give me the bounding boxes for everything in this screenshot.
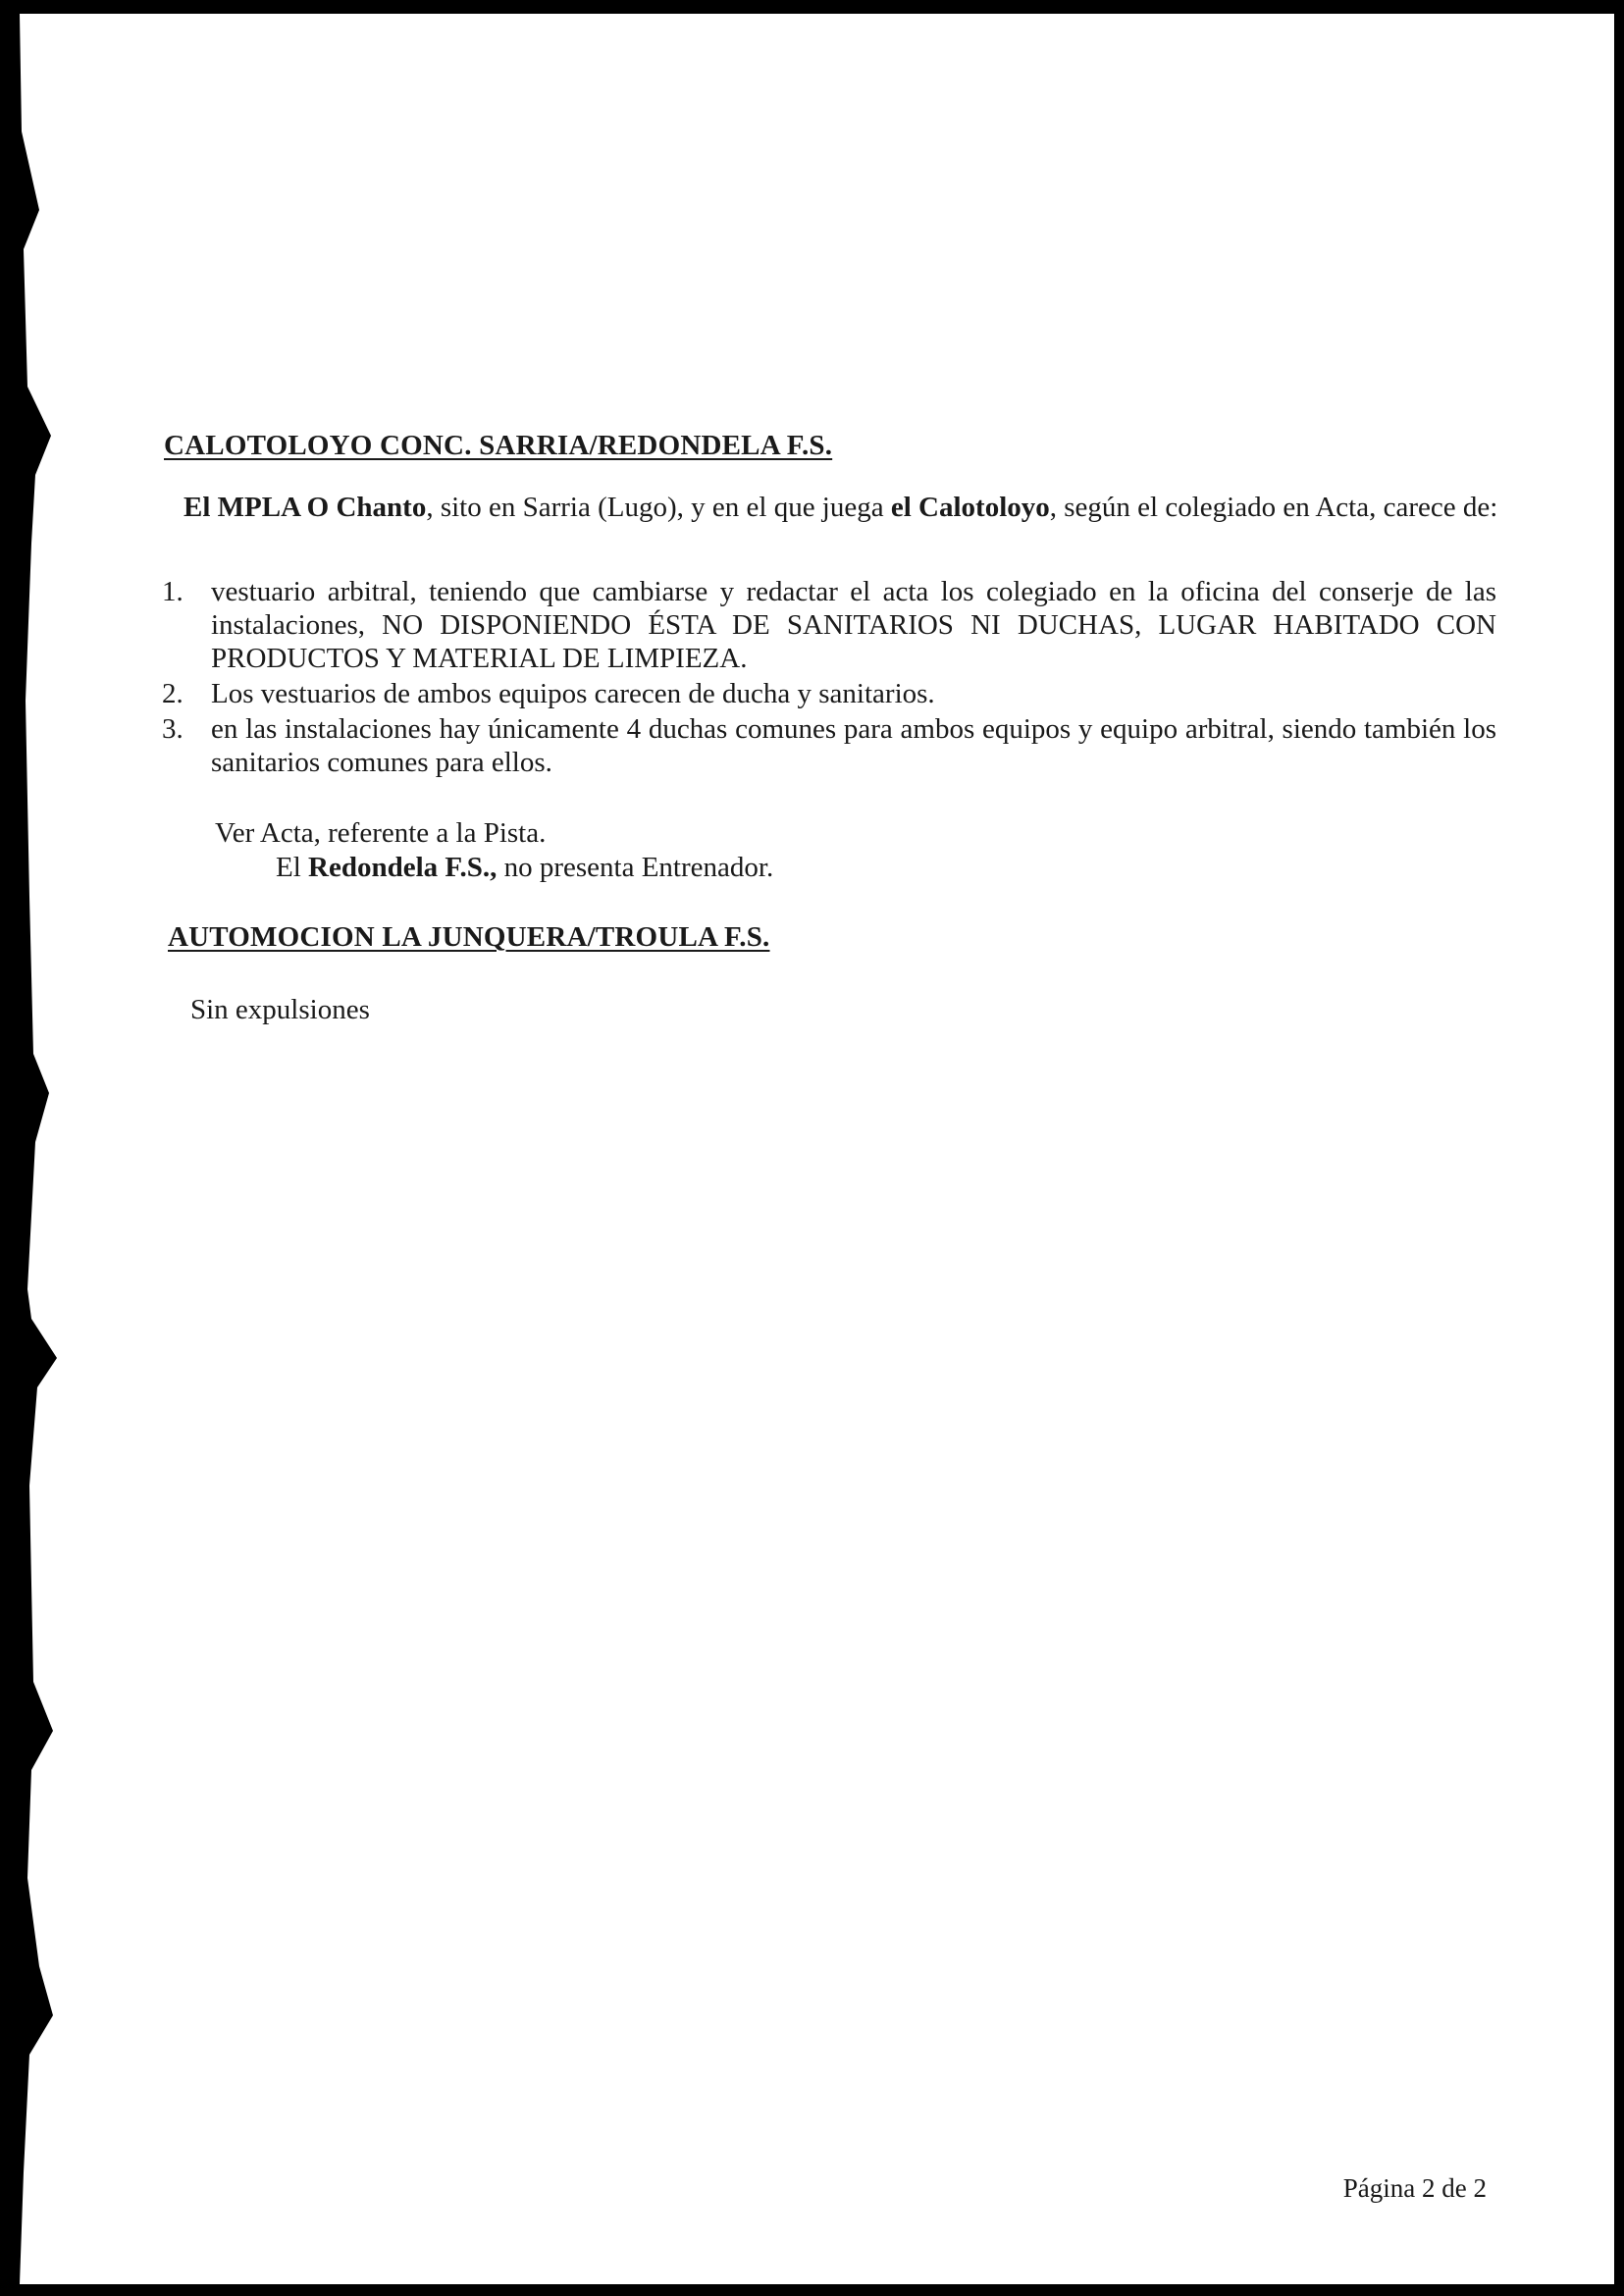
section-heading-automocion: AUTOMOCION LA JUNQUERA/TROULA F.S.	[168, 921, 770, 953]
note-prefix: El	[276, 852, 309, 883]
intro-text-1: , sito en Sarria (Lugo), y en el que juega	[426, 492, 891, 523]
list-text: vestuario arbitral, teniendo que cambiarse y redactar el acta los colegiado en la oficina del conserje de las instalaciones, NO DISPONIENDO ÉSTA DE SANITARIOS NI DUCHAS, LUGAR HABITADO CON PRODUCTOS Y MATERIAL DE LIMPIEZA.	[211, 576, 1496, 674]
list-text: en las instalaciones hay únicamente 4 duchas comunes para ambos equipos y equipo arbitral, siendo también los sanitarios comunes para ellos.	[211, 713, 1496, 778]
list-item	[162, 575, 1496, 675]
document-page	[14, 14, 1614, 2284]
note-suffix: no presenta Entrenador.	[497, 852, 774, 883]
deficiency-list	[162, 575, 1496, 781]
section-heading-calotoloyo: CALOTOLOYO CONC. SARRIA/REDONDELA F.S.	[164, 430, 833, 461]
intro-paragraph	[164, 490, 1498, 525]
club-name: el Calotoloyo	[890, 492, 1050, 523]
list-text: Los vestuarios de ambos equipos carecen de ducha y sanitarios.	[211, 678, 935, 709]
venue-name: El MPLA O Chanto	[183, 492, 427, 523]
no-expulsions-text: Sin expulsiones	[190, 994, 370, 1025]
note-acta: Ver Acta, referente a la Pista.	[215, 817, 547, 849]
torn-edge-decoration	[14, 14, 73, 2284]
list-number: 2.	[162, 678, 183, 709]
list-item	[162, 677, 1496, 710]
note-entrenador	[276, 852, 773, 884]
team-name: Redondela F.S.,	[308, 852, 498, 883]
page-number: Página 2 de 2	[1342, 2173, 1487, 2203]
list-number: 1.	[162, 576, 183, 607]
list-item	[162, 712, 1496, 779]
list-number: 3.	[162, 713, 183, 745]
intro-text-2: , según el colegiado en Acta, carece de:	[1049, 492, 1498, 523]
